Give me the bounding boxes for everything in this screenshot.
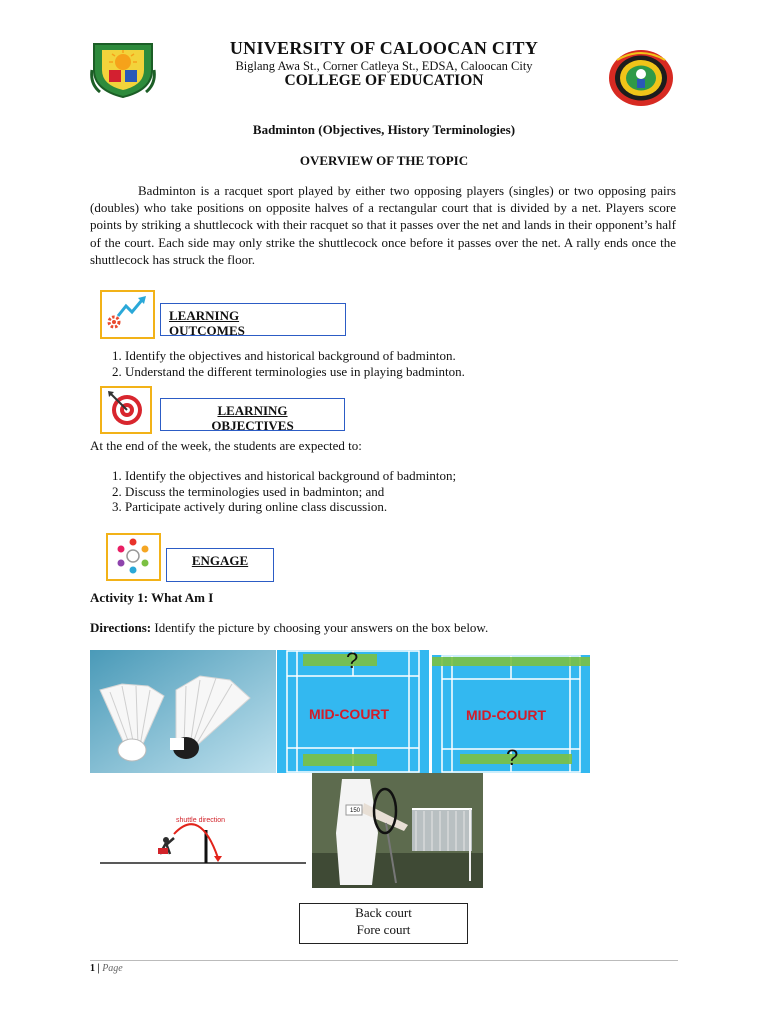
learning-outcomes-label (160, 303, 346, 336)
court1-mid-court-label: MID-COURT (309, 706, 390, 722)
directions-label: Directions: (90, 620, 152, 635)
learning-objectives-list (112, 468, 456, 515)
learning-outcomes-label-line1: LEARNING (169, 308, 240, 323)
list-item: 2. Understand the different terminologies use in playing badminton. (112, 363, 465, 379)
target-icon (100, 386, 152, 434)
activity-title: Activity 1: What Am I (90, 590, 214, 605)
page-number: 1 (90, 963, 95, 974)
player-bib-number: 150 (350, 808, 361, 814)
question-mark-1: ? (346, 648, 359, 673)
learning-outcomes-list (112, 348, 465, 379)
list-item: 2. Discuss the terminologies used in badminton; and (112, 483, 385, 499)
directions-line (90, 620, 488, 636)
university-name: UNIVERSITY OF CALOOCAN CITY (229, 38, 539, 58)
college-seal-logo (607, 48, 675, 108)
shuttle-direction-label: shuttle direction (176, 817, 226, 824)
learning-objectives-label-line2: OBJECTIVES (211, 418, 294, 431)
shuttle-direction-diagram (100, 800, 306, 870)
document-title: Badminton (Objectives, History Terminologies) (252, 122, 516, 137)
list-item: 1. Identify the objectives and historical background of badminton. (112, 348, 456, 363)
directions-text: Identify the picture by choosing your answers on the box below. (151, 620, 489, 635)
list-item: 1. Identify the objectives and historical background of badminton; (112, 468, 457, 483)
question-mark-2: ? (506, 745, 519, 770)
answer-choice-back-court: Back court (355, 905, 412, 920)
growth-chart-icon (100, 290, 155, 339)
footer-divider (90, 960, 678, 961)
learning-objectives-label (160, 398, 345, 431)
overview-heading: OVERVIEW OF THE TOPIC (299, 153, 469, 168)
player-serving-photo (312, 773, 483, 888)
list-item: 3. Participate actively during online class discussion. (112, 499, 388, 514)
page-label: Page (102, 963, 123, 974)
page-separator: | (95, 963, 103, 974)
shuttlecock-photo (90, 650, 276, 773)
page-footer (90, 963, 123, 974)
university-address: Biglang Awa St., Corner Catleya St., EDSA, Caloocan City (235, 59, 533, 73)
learning-objectives-label-line1: LEARNING (217, 403, 288, 418)
people-circle-icon (106, 533, 161, 581)
overview-paragraph: Badminton is a racquet sport played by either two opposing players (singles) or two opposing pairs (doubles) who take positions on opposite halves of a rectangular court that is divided by a net. Players score points by striking a shuttlecock with their racquet so that it passes over the net and lands in their opponent’s half of the court. Each side may only strike the shuttlecock once before it passes over the net. A rally ends once the shuttlecock has struck the floor. (90, 183, 676, 267)
college-name: COLLEGE OF EDUCATION (284, 72, 484, 89)
engage-label: ENGAGE (166, 548, 274, 582)
answer-choice-fore-court: Fore court (356, 921, 411, 937)
answer-choices-box (299, 903, 468, 944)
objectives-intro: At the end of the week, the students are expected to: (90, 438, 362, 453)
learning-outcomes-label-line2: OUTCOMES (169, 323, 245, 336)
court2-mid-court-label: MID-COURT (466, 707, 547, 723)
